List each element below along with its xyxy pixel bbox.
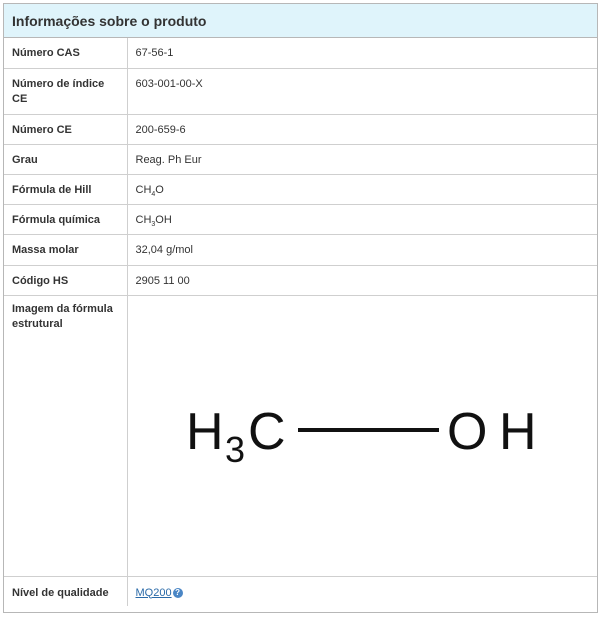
- question-circle-icon[interactable]: ?: [173, 588, 183, 598]
- table-row: [4, 38, 597, 68]
- panel-header: [4, 4, 597, 38]
- quality-level-link[interactable]: MQ200: [135, 586, 172, 599]
- molar-mass-label: Massa molar: [4, 234, 127, 265]
- structure-atom-o: O: [446, 402, 487, 461]
- product-info-table: [4, 38, 597, 606]
- product-info-panel: [3, 3, 598, 613]
- chem-formula-label: Fórmula química: [4, 204, 127, 234]
- hill-formula-value: [127, 174, 597, 204]
- table-row: [4, 576, 597, 606]
- structure-label: Imagem da fórmula estrutural: [4, 295, 127, 576]
- chem-formula-sub: 3: [151, 220, 156, 228]
- table-row: [4, 144, 597, 174]
- table-row: [4, 68, 597, 114]
- table-row: [4, 174, 597, 204]
- structure-sub-3: 3: [224, 428, 245, 470]
- chem-formula-pre: CH: [135, 213, 152, 226]
- cas-value: 67-56-1: [127, 38, 597, 68]
- ce-label: Número CE: [4, 114, 127, 144]
- index-ce-label: Número de índice CE: [4, 68, 127, 114]
- structure-atom-c: C: [247, 402, 286, 461]
- table-row: [4, 204, 597, 234]
- table-row: [4, 234, 597, 265]
- hill-formula-sub: 4: [151, 190, 156, 198]
- grade-label: Grau: [4, 144, 127, 174]
- cas-label: Número CAS: [4, 38, 127, 68]
- structure-atom-h: H: [185, 402, 224, 461]
- structure-atom-h2: H: [498, 402, 537, 461]
- hs-code-value: 2905 11 00: [127, 265, 597, 295]
- chem-formula-post: OH: [155, 213, 172, 226]
- panel-title: Informações sobre o produto: [12, 13, 207, 29]
- hill-formula-label: Fórmula de Hill: [4, 174, 127, 204]
- table-row: [4, 295, 597, 576]
- structure-cell: [127, 295, 597, 576]
- hs-code-label: Código HS: [4, 265, 127, 295]
- quality-level-value: [127, 576, 597, 606]
- table-row: [4, 265, 597, 295]
- chem-formula-value: [127, 204, 597, 234]
- table-row: [4, 114, 597, 144]
- molar-mass-value: 32,04 g/mol: [127, 234, 597, 265]
- structural-formula-image: [136, 302, 591, 572]
- index-ce-value: 603-001-00-X: [127, 68, 597, 114]
- hill-formula-pre: CH: [135, 183, 152, 196]
- ce-value: 200-659-6: [127, 114, 597, 144]
- quality-level-label: Nível de qualidade: [4, 576, 127, 606]
- hill-formula-post: O: [155, 183, 164, 196]
- grade-value: Reag. Ph Eur: [127, 144, 597, 174]
